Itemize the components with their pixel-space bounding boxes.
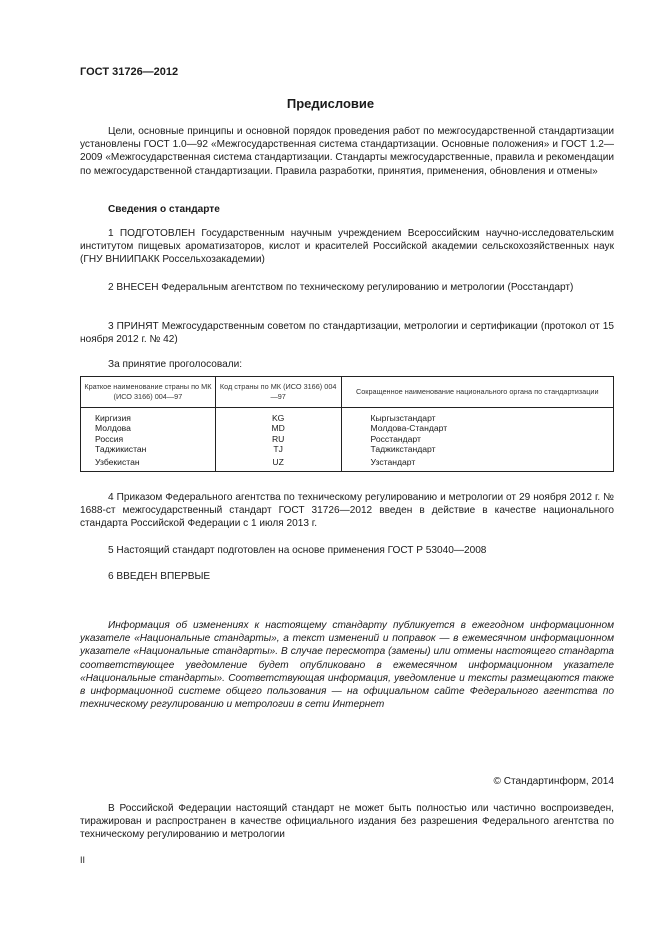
body-cell: Молдова-Стандарт [341,423,614,433]
item-submitted: 2 ВНЕСЕН Федеральным агентством по техническому регулированию и метрологии (Росстандарт) [108,282,574,293]
item-basis: 5 Настоящий стандарт подготовлен на основе применения ГОСТ Р 53040—2008 [108,545,487,556]
table-row [81,444,614,454]
table-header-row [81,377,614,408]
code-cell: KG [215,408,341,424]
item-enacted: 4 Приказом Федерального агентства по техническому регулированию и метрологии от 29 ноября 2012 г. № 1688-ст межгосударственный стандарт ГОСТ 31726—2012 введен в действие в качестве национального стандарта Российской Федерации с 1 июля 2013 г. [80,492,614,530]
amendments-notice: Информация об изменениях к настоящему стандарту публикуется в ежегодном информационном указателе «Национальные стандарты», а текст изменений и поправок — в ежемесячном информационном указателе «Национальные стандарты». В случае пересмотра (замены) или отмены настоящего стандарта соответствующее уведомление будет опубликовано в ежемесячном информационном указателе «Национальные стандарты». Соответствующая информация, уведомление и тексты размещаются также в информационной системе общего пользования — на официальном сайте Федерального агентства по техническому регулированию и метрологии в сети Интернет [80,620,614,711]
code-cell: UZ [215,455,341,472]
section-heading: Сведения о стандарте [108,204,220,215]
countries-table [80,376,614,472]
intro-paragraph: Цели, основные принципы и основной порядок проведения работ по межгосударственной стандартизации установлены ГОСТ 1.0—92 «Межгосударственная система стандартизации. Основные положения» и ГОСТ 1.2—2009 «Межгосударственная система стандартизации. Стандарты межгосударственные, правила и рекомендации по межгосударственной стандартизации. Правила разработки, принятия, применения, обновления и отмены» [80,126,614,177]
table-row [81,434,614,444]
column-header-code: Код страны по МК (ИСО 3166) 004—97 [215,377,341,408]
body-cell: Росстандарт [341,434,614,444]
table-row [81,408,614,424]
table-row [81,423,614,433]
body-cell: Таджикстандарт [341,444,614,454]
code-cell: TJ [215,444,341,454]
column-header-body: Сокращенное наименование национального органа по стандартизации [341,377,614,408]
body-cell: Узстандарт [341,455,614,472]
vote-label: За принятие проголосовали: [108,359,243,370]
page-title: Предисловие [286,96,375,111]
reproduction-notice: В Российской Федерации настоящий стандарт не может быть полностью или частично воспроизведен, тиражирован и распространен в качестве официального издания без разрешения Федерального агентства по техническому регулированию и метрологии [80,803,614,841]
page-number: II [80,855,86,865]
item-adopted: 3 ПРИНЯТ Межгосударственным советом по стандартизации, метрологии и сертификации (протокол от 15 ноября 2012 г. № 42) [80,321,614,346]
country-cell: Таджикистан [81,444,216,454]
country-cell: Молдова [81,423,216,433]
document-id: ГОСТ 31726—2012 [80,66,179,78]
country-cell: Россия [81,434,216,444]
table-row [81,455,614,472]
column-header-country: Краткое наименование страны по МК (ИСО 3166) 004—97 [81,377,216,408]
copyright: © Стандартинформ, 2014 [493,776,614,787]
code-cell: RU [215,434,341,444]
code-cell: MD [215,423,341,433]
country-cell: Узбекистан [81,455,216,472]
body-cell: Кыргызстандарт [341,408,614,424]
item-first-introduced: 6 ВВЕДЕН ВПЕРВЫЕ [108,571,211,582]
country-cell: Киргизия [81,408,216,424]
item-prepared: 1 ПОДГОТОВЛЕН Государственным научным учреждением Всероссийским научно-исследовательским институтом пищевых ароматизаторов, кислот и красителей Российской академии сельскохозяйственных наук (ГНУ ВНИИПАКК Россельхозакадемии) [80,228,614,266]
